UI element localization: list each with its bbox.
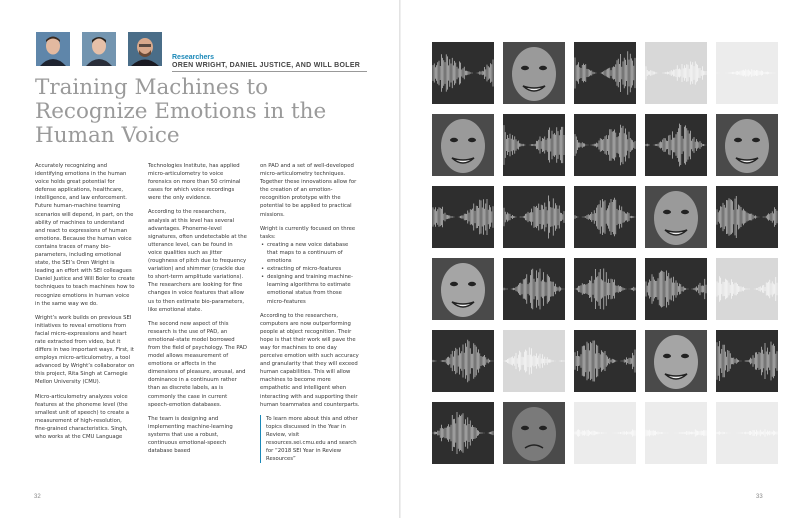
waveform-tile xyxy=(716,186,778,248)
paragraph: Accurately recognizing and identifying emotions in the human voice holds great potential for defense applications, healthcare, intelligence, and law enforcement. Future human-machine teaming scenarios will depend, in part, on the ability of machines to understand and react to expressions of human emotions. Because the human voice contains traces of many bio-parameters, including emotional state, the SEI’s Oren Wright is leading an effort with SEI colleagues Daniel Justice and Will Boler to create techniques to teach machines how to recognize emotions in human voice in the same way we do. xyxy=(35,163,135,307)
waveform-tile xyxy=(432,402,494,464)
waveform-tile xyxy=(716,258,778,320)
waveform-tile xyxy=(645,114,707,176)
resources-callout: To learn more about this and other topics discussed in the Year in Review, visit resources.sei.cmu.edu and search for “2018 SEI Year in Review Resources” xyxy=(260,415,360,464)
waveform-tile xyxy=(645,42,707,104)
paragraph: on PAD and a set of well-developed micro-articulometry techniques. Together these innovations allow for the creation of an emotion-recognition prototype with the potential to be applied to practical missions. xyxy=(260,163,357,218)
face-photo-tile xyxy=(503,402,565,464)
text-column-2 xyxy=(148,162,248,461)
paragraph: Technologies Institute, has applied micro-articulometry to voice forensics on more than 50 criminal cases for which voice recordings were the only evidence. xyxy=(148,163,241,202)
waveform-tile xyxy=(503,258,565,320)
paragraph: The second new aspect of this research is the use of PAD, an emotional-state model borrowed from the field of psychology. The PAD model allows measurement of emotions or affects in the dimensions of pleasure, arousal, and dominance in a continuum rather than as discrete labels, as is commonly the case in current speech-emotion databases. xyxy=(148,320,247,408)
waveform-tile xyxy=(503,114,565,176)
waveform-tile xyxy=(645,402,707,464)
paragraph: Wright is currently focused on three tasks: xyxy=(260,225,356,240)
face-photo-tile xyxy=(645,330,707,392)
waveform-tile xyxy=(574,114,636,176)
paragraph: Micro-articulometry analyzes voice features at the phoneme level (the smallest unit of speech) to create a measurement of high-resolution, fine-grained characteristics. Singh, who works at the CMU Language xyxy=(35,393,130,440)
researchers-label: Researchers xyxy=(172,54,215,61)
page-number-left: 32 xyxy=(34,494,41,500)
waveform-tile xyxy=(574,402,636,464)
face-photo-tile xyxy=(503,42,565,104)
face-photo-tile xyxy=(432,114,494,176)
face-photo-tile xyxy=(716,114,778,176)
list-item: • designing and training machine-learning algorithms to estimate emotional status from those micro-features xyxy=(260,273,360,305)
face-photo-tile xyxy=(432,258,494,320)
waveform-tile xyxy=(574,330,636,392)
face-photo-tile xyxy=(645,186,707,248)
page-number-right: 33 xyxy=(756,494,763,500)
waveform-tile xyxy=(432,186,494,248)
list-item: • extracting of micro-features xyxy=(260,265,360,273)
text-column-3 xyxy=(260,162,360,463)
waveform-tile xyxy=(432,330,494,392)
paragraph: According to the researchers, analysis at this level has several advantages. Phoneme-level signatures, often undetectable at the utterance level, can be found in voice qualities such as jitter (roughness of pitch due to frequency variation) and shimmer (crackle due to short-term amplitude variations). The researchers are looking for fine changes in voice features that allow us to then estimate bio-parameters, like emotional state. xyxy=(148,209,247,313)
waveform-tile xyxy=(716,330,778,392)
paragraph: The team is designing and implementing machine-learning systems that use a robust, continuous emotional-speech database based xyxy=(148,415,233,455)
waveform-tile xyxy=(574,42,636,104)
header-rule xyxy=(172,71,367,72)
headshot-daniel-justice xyxy=(82,32,116,66)
waveform-tile xyxy=(645,258,707,320)
researcher-names: OREN WRIGHT, DANIEL JUSTICE, AND WILL BOLER xyxy=(172,62,361,69)
waveform-tile xyxy=(716,402,778,464)
task-list xyxy=(260,241,360,306)
waveform-tile xyxy=(432,42,494,104)
headshot-oren-wright xyxy=(36,32,70,66)
waveform-tile xyxy=(503,330,565,392)
paragraph: According to the researchers, computers are now outperforming people at object recognition. Their hope is that their work will pave the way for machines to one day perceive emotion with such accuracy and granularity that they will exceed human capabilities. This will allow machines to become more empathetic and intelligent when interacting with and supporting their human teammates and counterparts. xyxy=(260,312,360,408)
page-gutter xyxy=(399,0,401,518)
headshot-will-boler xyxy=(128,32,162,66)
paragraph: Wright’s work builds on previous SEI initiatives to reveal emotions from facial micro-expressions and heart rate extracted from video, but it differs in two important ways. First, it employs micro-articulometry, a tool advanced by Wright’s collaborator on this project, Rita Singh at Carnegie Mellon University (CMU). xyxy=(35,314,135,386)
text-column-1 xyxy=(35,162,135,447)
waveform-tile xyxy=(716,42,778,104)
waveform-tile xyxy=(574,186,636,248)
waveform-tile xyxy=(503,186,565,248)
article-title: Training Machines to Recognize Emotions in the Human Voice xyxy=(35,75,327,148)
list-item: • creating a new voice database that maps to a continuum of emotions xyxy=(260,241,360,265)
waveform-tile xyxy=(574,258,636,320)
